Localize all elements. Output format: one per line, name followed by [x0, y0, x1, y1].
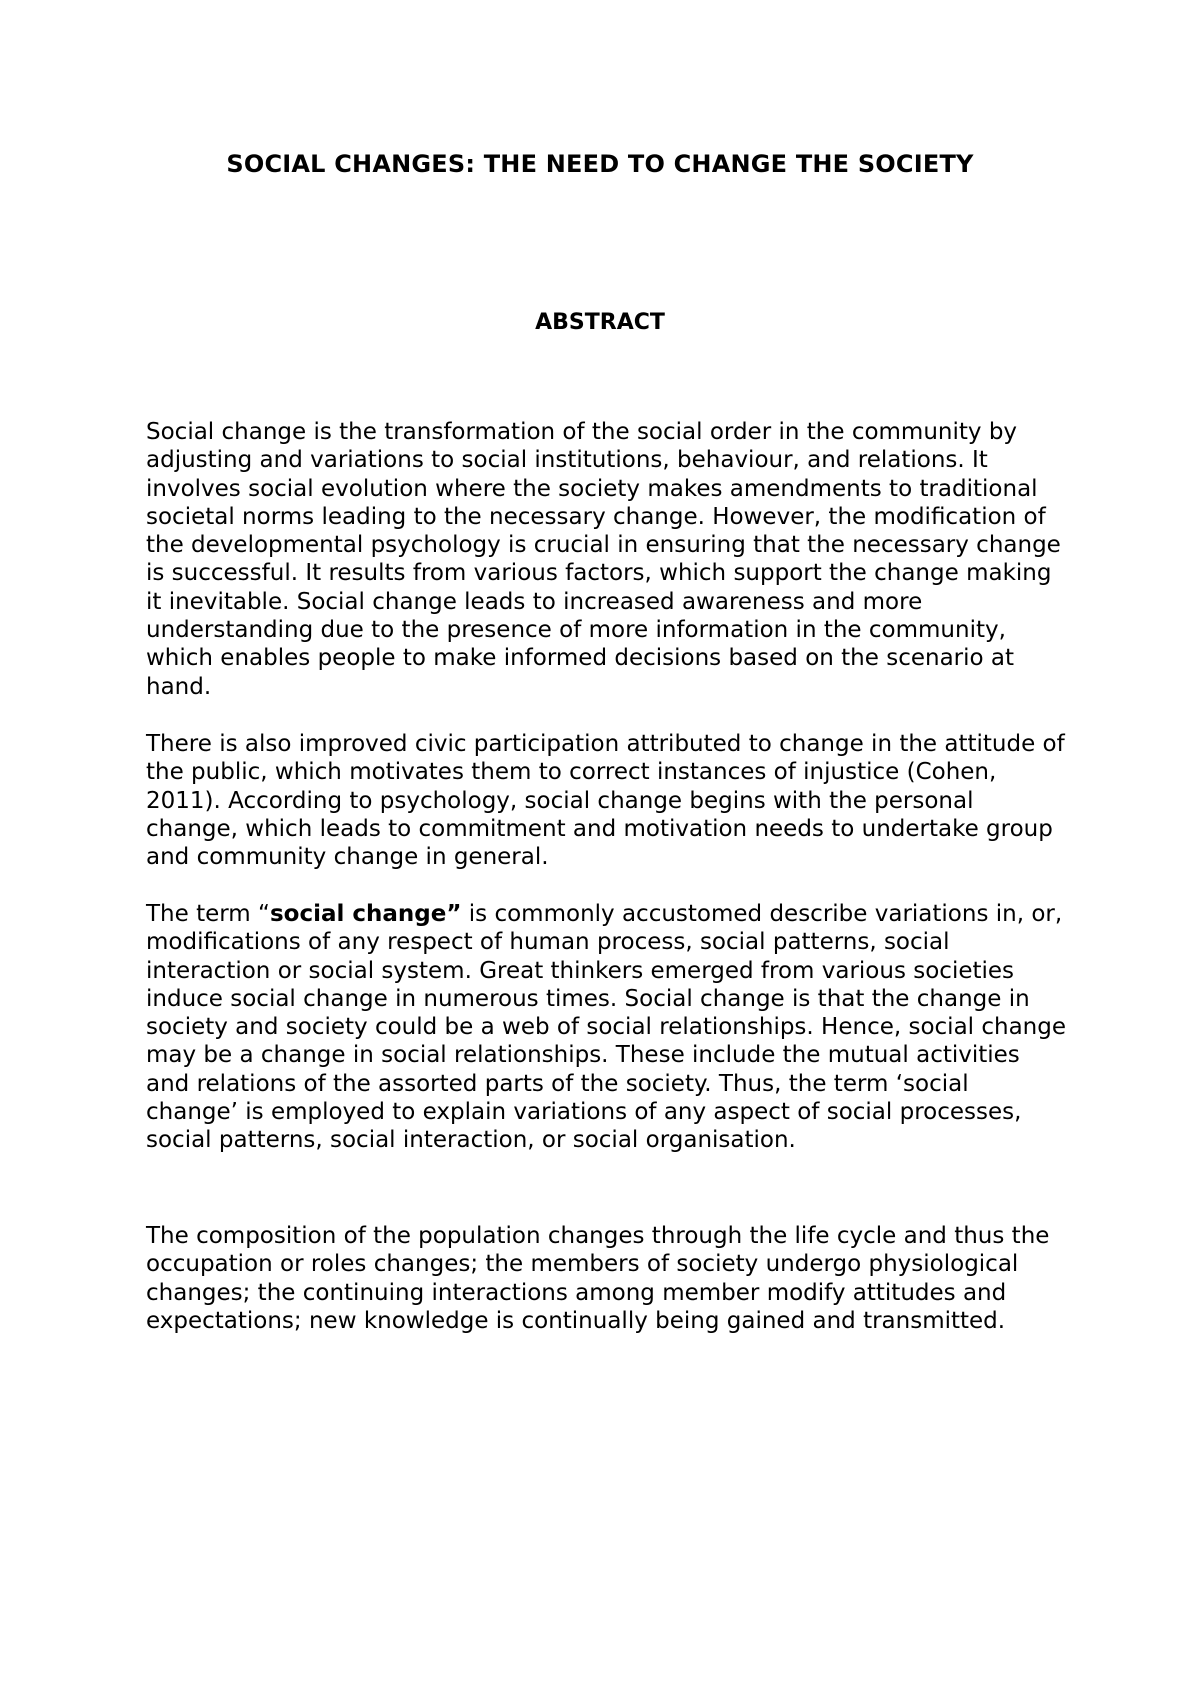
abstract-paragraph-2: There is also improved civic participation attributed to change in the attitude of the public, which motivates them to correct instances of injustice (Cohen, 2011). According to psychology, social change begins with the personal change, which leads to commitment and motivation needs to undertake group and community change in general. [146, 731, 1065, 871]
abstract-paragraph-3 [146, 900, 1066, 1155]
paragraph-3-rest: is commonly accustomed describe variations in, or, modifications of any respect of human process, social patterns, social interaction or social system. Great thinkers emerged from various societies induce social change in numerous times. Social change is that the change in society and society could be a web of social relationships. Hence, social change may be a change in social relationships. These include the mutual activities and relations of the assorted parts of the society. Thus, the term ‘social change’ is employed to explain variations of any aspect of social processes, social patterns, social interaction, or social organisation. [146, 901, 1067, 1154]
abstract-paragraph-4: The composition of the population changes through the life cycle and thus the occupation or roles changes; the members of society undergo physiological changes; the continuing interactions among member modify attitudes and expectations; new knowledge is continually being gained and transmitted. [146, 1223, 1050, 1334]
social-change-term: social change” [269, 901, 462, 927]
paragraph-3-prefix: The term “ [146, 901, 270, 927]
abstract-paragraph-1: Social change is the transformation of the social order in the community by adjusting and variations to social institutions, behaviour, and relations. It involves social evolution where the society makes amendments to traditional societal norms leading to the necessary change. However, the modification of the developmental psychology is crucial in ensuring that the necessary change is successful. It results from various factors, which support the change making it inevitable. Social change leads to increased awareness and more understanding due to the presence of more information in the community, which enables people to make informed decisions based on the scenario at hand. [146, 419, 1061, 700]
abstract-heading: ABSTRACT [535, 310, 665, 335]
document-title: SOCIAL CHANGES: THE NEED TO CHANGE THE SOCIETY [226, 150, 974, 178]
